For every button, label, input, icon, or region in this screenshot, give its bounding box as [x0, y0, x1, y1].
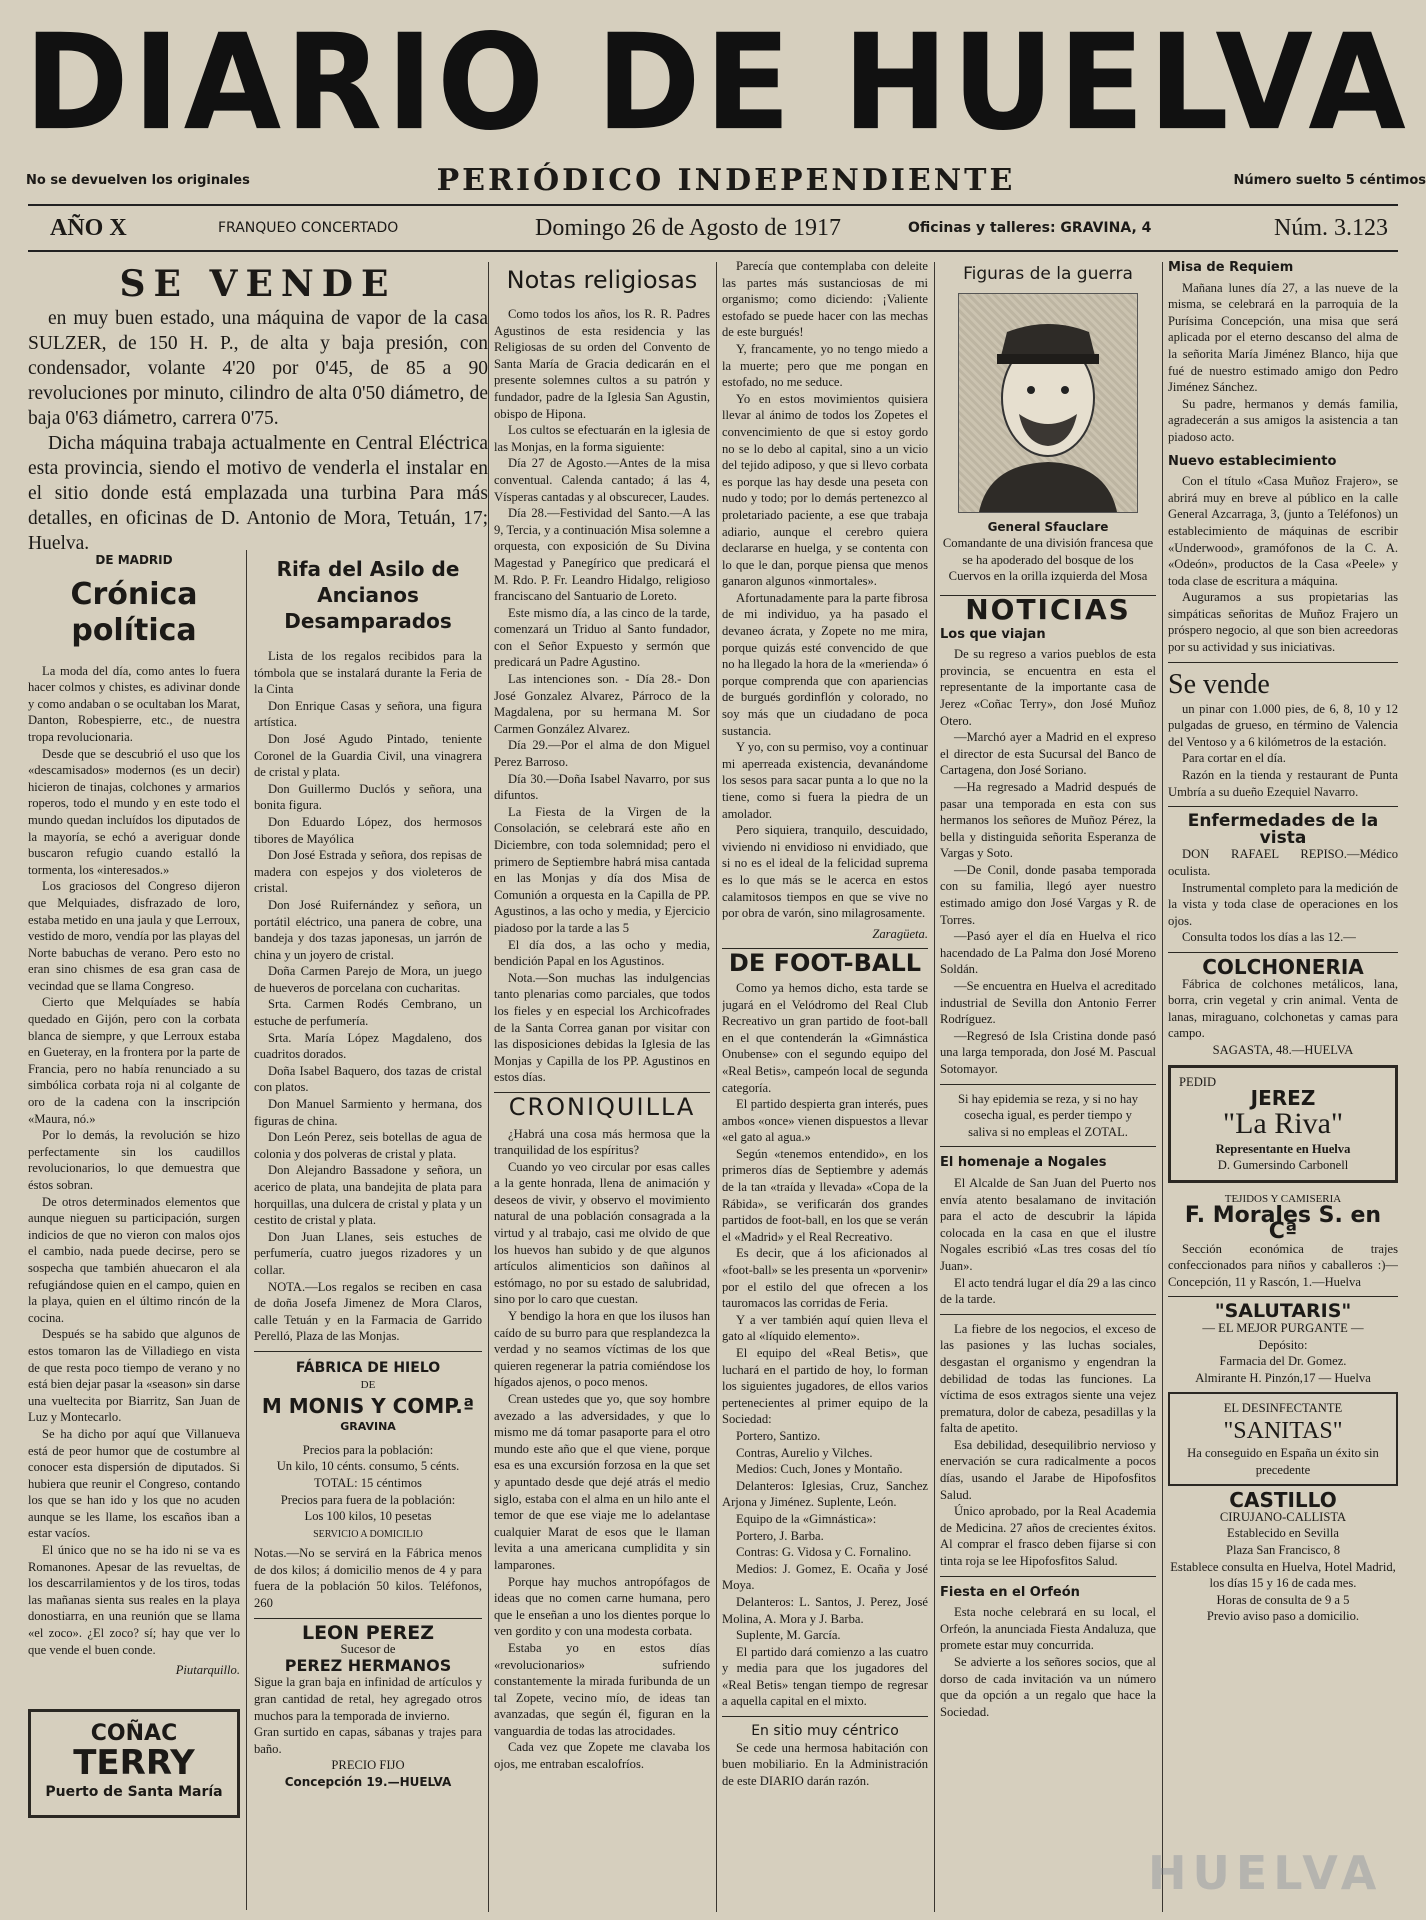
terry-line3: Puerto de Santa María	[45, 1784, 223, 1801]
football-paragraph: El equipo del «Real Betis», que luchará en el partido de hoy, lo forman los siguientes jugadores, de ellos varios pertenecientes al primer equipo de la Sociedad:	[722, 1346, 928, 1427]
croniquilla-paragraph: Estaba yo en estos días «revolucionarios» sufriendo constantemente la mirada furibunda de un tal Zopete, vecino mío, de ideas tan avanzadas, que según él, figuran en la vanguardia de todas las atrocidades.	[494, 1640, 710, 1738]
croniquilla-paragraph: Y bendigo la hora en que los ilusos han caído de su burro para que resplandezca la verdad y no seamos víctimas de los que quieren regenerar la patria comiéndose los hígados ajenos, o poco menos.	[494, 1309, 710, 1390]
leon-l2: Sucesor de	[340, 1642, 396, 1657]
figuras-caption-name: General Sfauclare	[987, 519, 1109, 534]
vista-l3: Consulta todos los días a las 12.—	[1182, 930, 1356, 945]
divider	[940, 1576, 1156, 1577]
column-rule	[716, 262, 717, 1912]
column-rule	[246, 550, 247, 1910]
castillo-sub: CIRUJANO-CALLISTA	[1219, 1509, 1347, 1524]
hielo-l2: DE	[360, 1378, 376, 1391]
cronica-signature: Piutarquillo.	[175, 1663, 240, 1678]
notas-paragraph: El día dos, a las ocho y media, bendición Papal en los Agustinos.	[494, 937, 710, 969]
cronica-column	[28, 550, 240, 1910]
issue-number: Núm. 3.123	[1274, 214, 1388, 241]
football-paragraph: Portero, Santizo.	[736, 1428, 821, 1443]
viajan-title: Los que viajan	[940, 626, 1046, 642]
rifa-paragraph: Don Juan Llanes, seis estuches de perfumería, cuatro juegos rizadores y un collar.	[254, 1229, 482, 1277]
rifa-paragraph: Don Manuel Sarmiento y hermana, dos figuras de china.	[254, 1097, 482, 1128]
cronica-paragraph: El único que no se ha ido ni se va es Romanones. Apesar de las revueltas, de los descarrilamientos y de los tiros, todas las mañanas sienta sus reales en la playa donostiarra, en una reunión que se llama «el zoco». ¿El zoco? sí; hay que ver lo que vende el buen conde.	[28, 1543, 240, 1657]
riva-person: D. Gumersindo Carbonell	[1217, 1158, 1349, 1173]
riva-ad	[1168, 1065, 1398, 1183]
rifa-paragraph: Don José Ruifernández y señora, un portátil eléctrico, una panera de cobre, una bandeja y dos tazas japonesas, un jarrón de china y un joyero de cristal.	[254, 897, 482, 962]
cronica-kicker: DE MADRID	[95, 553, 173, 567]
ads-column	[1168, 258, 1398, 1908]
divider	[1168, 806, 1398, 807]
hielo-l10: SERVICIO A DOMICILIO	[313, 1528, 423, 1540]
viajan-item: —Ha regresado a Madrid después de pasar una temporada en esta con sus hermanos los señores de Muñoz Pérez, la bella y distinguida señorita Esperanza de Vargas y Soto.	[940, 779, 1156, 861]
notas-paragraph: La Fiesta de la Virgen de la Consolación, se celebrará este año en Diciembre, con toda solemnidad; pero el primero de Septiembre habrá misa cantada en las Monjas y día dos Misa de Comunión a orquesta en la Capilla de PP. Agustinos, a las ocho y media, y Ejercicio piadoso por la tarde a las 5	[494, 804, 710, 935]
misa-item: Mañana lunes día 27, a las nueve de la misma, se celebrará en la parroquia de la Purísima Concepción, una misa que será aplicada por el eterno descanso del alma de la señorita María Jiménez Blanco, hija que fué de nuestro estimado amigo don Pedro Jiménez Sánchez.	[1168, 280, 1398, 395]
general-portrait	[958, 293, 1138, 513]
vende2-b: Para cortar en el día.	[1182, 751, 1286, 766]
football-paragraph: Medios: J. Gomez, E. Ocaña y José Moya.	[722, 1561, 928, 1593]
rifa-paragraph: Don Eduardo López, dos hermosos tibores de Mayólica	[254, 814, 482, 846]
subtitle-bar	[26, 160, 1426, 200]
hielo-l7: TOTAL: 15 céntimos	[314, 1475, 422, 1490]
salutaris-addr: Almirante H. Pinzón,17 — Huelva	[1195, 1370, 1371, 1385]
newspaper-title: DIARIO DE HUELVA	[24, 5, 1410, 160]
rifa-paragraph: Srta. Carmen Rodés Cembrano, un estuche de perfumería.	[254, 997, 482, 1029]
football-paragraph: Como ya hemos dicho, esta tarde se jugará en el Velódromo del Real Club Recreativo un gran partido de foot-ball en el que contenderán la «Gimnástica Onubense» con el segundo equipo del «Real Betis», campeón local de segunda categoría.	[722, 980, 928, 1095]
cronica-paragraph: Cierto que Melquíades se había quedado en Gijón, pero con la corbata blanca de siempre, y que Lerroux estaba en Gueteray, en la frontera por la parte de Francia, pero no había renunciado a su simbólica corbata roja ni al colgante de oro de la cadena con la inscripción «Maura, nó.»	[28, 995, 240, 1126]
morales-top: TEJIDOS Y CAMISERIA	[1224, 1192, 1342, 1205]
croniquilla-paragraph: Porque hay muchos antropófagos de ideas que no comen carne humana, pero que le enseñan a uno los dientes porque lo ven gordito y con una modesta corbata.	[494, 1574, 710, 1639]
rifa-paragraph: Don Guillermo Duclós y señora, una bonita figura.	[254, 781, 482, 813]
terry-line2: TERRY	[73, 1743, 195, 1784]
orfeon-title: Fiesta en el Orfeón	[940, 1584, 1080, 1600]
homenaje-item: El Alcalde de San Juan del Puerto nos envía atento besalamano de invitación para el acto de descubrir la lápida colocada en la casa en que el ilustre Nogales escribió «Las tres cosas del tío Juan».	[940, 1175, 1156, 1273]
hielo-l8: Precios para fuera de la población:	[280, 1492, 456, 1507]
misa-item: Su padre, hermanos y demás familia, agradecerán a sus amigos la asistencia a tan piadoso acto.	[1168, 396, 1398, 444]
football-paragraph: Delanteros: Iglesias, Cruz, Sanchez Arjona y Jiménez. Suplente, León.	[722, 1478, 928, 1510]
notas-paragraph: Nota.—Son muchas las indulgencias tanto plenarias como parciales, que todos los fieles y en especial los Archicofrades de la Santa Correa ganan por visitar con las disposiciones debidas la Iglesia de las Monjas y Capilla de los PP. Agustinos en estos días.	[494, 970, 710, 1085]
divider	[940, 1084, 1156, 1085]
misa-title: Misa de Requiem	[1168, 260, 1294, 275]
hielo-l1: FÁBRICA DE HIELO	[295, 1359, 441, 1376]
orfeon-item: Se advierte a los señores socios, que al dorso de cada invitación va un número que da opción a un regalo que hace la Sociedad.	[940, 1655, 1156, 1719]
divider	[940, 1314, 1156, 1315]
notas-paragraph: Como todos los años, los R. R. Padres Agustinos de esta residencia y las Religiosas de su orden del Convento de Santa María de Gracia dedicarán en el presente solemnes cultos a su patrón y fundador, padre de la Iglesia San Agustin, obispo de Hipona.	[494, 307, 710, 421]
sitio-body: Se cede una hermosa habitación con buen mobiliario. En la Administración de este DIARIO darán razón.	[722, 1740, 928, 1788]
noticias-title: NOTICIAS	[965, 592, 1131, 626]
football-title: DE FOOT-BALL	[728, 949, 922, 978]
divider	[1168, 952, 1398, 953]
leon-l5: Gran surtido en capas, sábanas y trajes para baño.	[254, 1725, 482, 1756]
rifa-paragraph: NOTA.—Los regalos se reciben en casa de doña Josefa Jimenez de Mora Claros, calle Tetuán y en la Farmacia de Garrido Perelló, Plaza de las Monjas.	[254, 1279, 482, 1344]
cronica-paragraph: Desde que se descubrió el uso que los «descamisados» modernos (es un decir) hicieron de tinajas, colchones y armarios roperos, todo el mundo y en este todo el mundo quedan incluídos los diputados de la mayoría, se echó a averiguar donde buscaron refugio cuando estalló la tormenta, los «interesados.»	[28, 746, 240, 877]
castillo-title: CASTILLO	[1229, 1488, 1337, 1513]
zotal-ad: Si hay epidemia se reza, y si no hay cosecha igual, es perder tiempo y saliva si no empleas el ZOTAL.	[957, 1091, 1139, 1139]
colch-body: Fábrica de colchones metálicos, lana, borra, crin vegetal y crin animal. Venta de lanas, miraguano, colchonetas y camas para campo.	[1168, 976, 1398, 1041]
croniquilla-paragraph: Yo en estos movimientos quisiera llevar al ánimo de todos los Zopetes el convencimiento de que si estoy gordo no se lo debo al capital, sino a un vicio del tejido adiposo, y que si llevo corbata es porque las hay desde una peseta con nudo y todo; por lo demás pertenezco al proletariado paciente, a ese que trabaja adiario, aunque el cerebro quiera declararse en huelga, y se contenta con lo que le dan, porque piensa que menos ganaron algunos «inmortales».	[722, 391, 928, 589]
colch-addr: SAGASTA, 48.—HUELVA	[1212, 1042, 1354, 1057]
column-rule	[1162, 262, 1163, 1912]
sanitas-l3: Ha conseguido en España un éxito sin precedente	[1187, 1446, 1379, 1477]
football-paragraph: Según «tenemos entendido», en los primeros días de Septiembre y además de la tan «traída y llevada» «Copa de la Rábida», se verificarán dos grandes partidos de foot-ball, en los que se verán el «Madrid» y el Real Recreativo.	[722, 1146, 928, 1244]
rifa-paragraph: Lista de los regalos recibidos para la tómbola que se instalará durante la Feria de la Cinta	[254, 649, 482, 697]
watermark-logo: HUELVA	[1148, 1846, 1383, 1900]
morales-body: Sección económica de trajes confeccionados para niños y caballeros :)— Concepción, 11 y Rascón, 1.—Huelva	[1168, 1241, 1398, 1289]
rifa-paragraph: Don León Perez, seis botellas de agua de colonia y dos polveras de cristal y plata.	[254, 1130, 482, 1161]
leon-ad	[254, 1621, 482, 1791]
croniquilla-paragraph: Cada vez que Zopete me clavaba los ojos, me entraban escalofríos.	[494, 1740, 710, 1772]
figuras-title: Figuras de la guerra	[963, 264, 1133, 284]
viajan-item: —Marchó ayer a Madrid en el expreso el director de esta Sucursal del Banco de Cartagena, don José Soriano.	[940, 730, 1156, 778]
cronica-paragraph: Por lo demás, la revolución se hizo perfectamente sin los caudillos revolucionarios, lo que demuestra que éstos sobran.	[28, 1128, 240, 1192]
year: AÑO X	[50, 214, 127, 241]
football-paragraph: Delanteros: L. Santos, J. Perez, José Molina, A. Mora y J. Barba.	[722, 1594, 928, 1626]
notas-paragraph: Este mismo día, a las cinco de la tarde, comenzará un Triduo al Santo fundador, con el Señor Expuesto y sermón que predicará un Padre Agustino.	[494, 605, 710, 670]
riva-rep: Representante en Huelva	[1215, 1141, 1351, 1156]
offices: Oficinas y talleres: GRAVINA, 4	[908, 220, 1152, 236]
notas-paragraph: Día 30.—Doña Isabel Navarro, por sus difuntos.	[494, 771, 710, 803]
nuevo-item: Auguramos a sus propietarias las simpáticas señoritas de Muñoz Frajero un próspero negocio, al que son bien acreedoras por su actividad y sus iniciativas.	[1168, 590, 1398, 655]
football-paragraph: Es decir, que á los aficionados al «foot-ball» se les presenta un «porvenir» por el estilo del que ofrecen a los tauromacos las corridas de Feria.	[722, 1246, 928, 1311]
castillo-line: Establecido en Sevilla	[1227, 1526, 1339, 1541]
castillo-line: Plaza San Francisco, 8	[1225, 1543, 1340, 1557]
rifa-paragraph: Don Enrique Casas y señora, una figura artística.	[254, 698, 482, 730]
notas-title: Notas religiosas	[506, 266, 698, 294]
divider	[940, 1146, 1156, 1147]
leon-l3: PEREZ HERMANOS	[284, 1655, 452, 1675]
notas-paragraph: Día 27 de Agosto.—Antes de la misa conventual. Calenda cantado; á las 4, Vísperas cantadas y al obscurecer, Laudes.	[494, 456, 710, 504]
divider	[254, 1351, 482, 1352]
dateline	[28, 204, 1398, 252]
football-paragraph: Y a ver también aquí quien lleva el gato al «líquido elemento».	[722, 1312, 928, 1344]
hielo-l5: Precios para la población:	[302, 1442, 434, 1457]
viajan-item: De su regreso a varios pueblos de esta provincia, se encuentra en esta el representante de la importante casa de Jerez «Coñac Terry», don José Muñoz Otero.	[940, 647, 1156, 728]
se-vende-p2: Dicha máquina trabaja actualmente en Central Eléctrica esta provincia, siendo el motivo de venderla el instalar en el sitio donde está emplazada una turbina Para más detalles, en oficinas de D. Antonio de Mora, Tetuán, 17; Huelva.	[28, 433, 488, 554]
hielo-l11: Notas.—No se servirá en la Fábrica menos de dos kilos; á domicilio menos de 4 y para fuera de la población 50 kilos. Teléfonos, 260	[254, 1546, 482, 1611]
se-vende-body	[28, 306, 488, 556]
sanitas-l1: EL DESINFECTANTE	[1223, 1401, 1343, 1416]
cronica-paragraph: La moda del día, como antes lo fuera hacer colmos y chistes, es adivinar donde y como andaban o se ocultaban los Marat, Danton, Robespierre, etc., de nuestra tropa revolucionaria.	[28, 663, 240, 744]
football-paragraph: El partido dará comienzo a las cuatro y media para que los jugadores del «Real Betis» tengan tiempo de regresar a aquella capital en el mixto.	[722, 1644, 928, 1709]
football-paragraph: Suplente, M. García.	[736, 1628, 841, 1643]
croniquilla-paragraph: Parecía que contemplaba con deleite las partes más sustanciosas de mi organismo; como diciendo: ¡Valiente estofado se puede hacer con las mechas de este burgués!	[722, 259, 928, 340]
leon-l1: LEON PEREZ	[301, 1621, 435, 1644]
fiebre-item: Esa debilidad, desequilibrio nervioso y enervación se cura radicalmente a pocos días, usando el Jarabe de Hipofosfitos Salud.	[940, 1437, 1156, 1502]
hielo-l3: M MONIS Y COMP.ª	[261, 1394, 475, 1419]
divider	[1168, 662, 1398, 663]
notas-paragraph: Día 29.—Por el alma de don Miguel Perez Barroso.	[494, 738, 710, 770]
hielo-l9: Los 100 kilos, 10 pesetas	[304, 1509, 432, 1524]
homenaje-title: El homenaje a Nogales	[940, 1155, 1107, 1171]
rifa-paragraph: Don Alejandro Bassadone y señora, un acerico de plata, una bandejita de plata para horquillas, una dulcera de cristal y plata y un cestito de cristal y plata.	[254, 1163, 482, 1228]
salutaris-sub: — EL MEJOR PURGANTE —	[1202, 1321, 1364, 1336]
divider	[254, 1618, 482, 1619]
notas-paragraph: Las intenciones son. - Día 28.- Don José Gonzalez Alvarez, Párroco de la Magdalena, por su hermana M. Sor Carmen González Alvarez.	[494, 672, 710, 736]
terry-line1: COÑAC	[90, 1720, 178, 1746]
portrait-illustration	[959, 294, 1137, 512]
colch-title: COLCHONERIA	[1202, 954, 1364, 979]
se-vende-title: SE VENDE	[119, 263, 397, 305]
homenaje-item: El acto tendrá lugar el día 29 a las cinco de la tarde.	[940, 1275, 1156, 1307]
croniquilla-paragraph: Pero siquiera, tranquilo, descuidado, viviendo ni envidioso ni envidiado, que si no es el ideal de la felicidad suprema es lo que más se le acerca en estos calamitosos tiempos en que se vive no por obra de varón, sino milagrosamente.	[722, 823, 928, 921]
divider	[722, 1716, 928, 1717]
sitio-title: En sitio muy céntrico	[751, 1723, 899, 1740]
cronica-paragraph: Los graciosos del Congreso dijeron que Melquiades, disfrazado de loro, estaba metido en una jaula y que Lerroux, vestido de moro, vendía por las playas del Norte babuchas de verano. Pero esto no eran sino chismes de esa gran casa de vecindad que se llama Congreso.	[28, 879, 240, 993]
football-paragraph: El partido despierta gran interés, pues ambos «once» vienen dispuestos a llevar «el gato al agua.»	[722, 1097, 928, 1145]
croniquilla-paragraph: Afortunadamente para la parte fibrosa de mi individuo, ya ha pasado el devaneo ácrata, y Zopete no me mira, porque quizás esté convencido de que no ha llegado la hora de la «merienda» ó porque comprenda que con apariencias de burgués gordinflón y colorado, no soy más que un ciudadano de poca sustancia.	[722, 590, 928, 738]
rifa-paragraph: Doña Carmen Parejo de Mora, un juego de hueveros de porcelana con cucharitas.	[254, 964, 482, 995]
sanitas-l2: "SANITAS"	[1223, 1418, 1343, 1445]
rifa-title: Rifa del Asilo de Ancianos Desamparados	[276, 557, 460, 633]
salutaris-title: "SALUTARIS"	[1214, 1300, 1352, 1323]
vende2-body: un pinar con 1.000 pies, de 6, 8, 10 y 12 pulgadas de grueso, en término de Valencia del Ventoso y a 6 kilómetros de la estación.	[1168, 701, 1398, 749]
fiebre-item: Único aprobado, por la Real Academia de Medicina. 27 años de crecientes éxitos. Al comprar el frasco deben fijarse si con tinta roja se lee Hipofosfitos Salud.	[940, 1504, 1156, 1569]
football-paragraph: Portero, J. Barba.	[736, 1528, 824, 1543]
viajan-item: —De Conil, donde pasaba temporada con su familia, llegó ayer nuestro estimado amigo don José Vargas y R. de Torres.	[940, 862, 1156, 927]
leon-l4: Sigue la gran baja en infinidad de artículos y gran cantidad de retal, hey agregado otros muchos para la temporada de invierno.	[254, 1675, 482, 1723]
castillo-line: Horas de consulta de 9 a 5	[1216, 1592, 1350, 1607]
rifa-paragraph: Doña Isabel Baquero, dos tazas de cristal con platos.	[254, 1063, 482, 1095]
nuevo-item: Con el título «Casa Muñoz Frajero», se abrirá muy en breve al público en la calle General Azcarraga, 3, (junto a Teléfonos) un establecimiento de máquinas de escribir «Underwood», gramófonos de la C. A. «Odeón», productos de la Casa «Peele» y toda clase de escritura a máquina.	[1168, 474, 1398, 588]
vista-title: Enfermedades de la vista	[1187, 811, 1379, 848]
rifa-paragraph: Don José Agudo Pintado, teniente Coronel de la Guardia Civil, una vinagrera de cristal y plata.	[254, 731, 482, 780]
notas-column	[494, 258, 710, 1908]
croniquilla-title: CRONIQUILLA	[508, 1092, 696, 1121]
rifa-paragraph: Srta. María López Magdaleno, dos cuadritos dorados.	[254, 1030, 482, 1062]
hielo-l6: Un kilo, 10 cénts. consumo, 5 cénts.	[276, 1459, 460, 1474]
vista-l2: Instrumental completo para la medición de la vista y toda clase de operaciones en los ojos.	[1168, 880, 1398, 928]
castillo-line: Previo aviso paso a domicilio.	[1206, 1609, 1360, 1624]
viajan-item: —Pasó ayer el día en Huelva el rico hacendado de La Palma don José Moreno Soldán.	[940, 929, 1156, 977]
hielo-l4: GRAVINA	[340, 1420, 396, 1434]
cronica-paragraph: Se ha dicho por aquí que Villanueva está de peor humor que de costumbre al conocer esta dispersión de diputados. Si hubiera que reunir el Congreso, contando los que se han ido y los que no acuden aunque se les llame, los escaños iban a estar vacíos.	[28, 1426, 240, 1541]
cronica-paragraph: Después se ha sabido que algunos de estos tomaron las de Villadiego en vista de que resta poco tiempo de verano y no está bien dejar pasar la «season» sin darse una vueltecita por Biarritz, San Juan de Luz y Montecarlo.	[28, 1327, 240, 1425]
masthead	[22, 5, 1412, 160]
leon-l6: PRECIO FIJO	[331, 1758, 405, 1773]
right-note: Número suelto 5 céntimos	[1233, 172, 1426, 188]
hielo-ad	[254, 1360, 482, 1612]
football-paragraph: Contras: G. Vidosa y C. Fornalino.	[736, 1545, 912, 1560]
croniquilla-paragraph: Cuando yo veo circular por esas calles a la gente honrada, llena de animación y deseos de vivir, y observo el movimiento natural de una población consagrada a la virtud y al trabajo, casi me olvido de que los huevos han subido y de que algunos artículos alimenticios son dañinos al estómago, no por su estado de salubridad, sino por lo caro que cuestan.	[494, 1159, 710, 1307]
newspaper-subtitle: PERIÓDICO INDEPENDIENTE	[436, 162, 1016, 198]
castillo-line: Establece consulta en Huelva, Hotel Madrid, los días 15 y 16 de cada mes.	[1170, 1559, 1396, 1591]
se-vende-p1: en muy buen estado, una máquina de vapor de la casa SULZER, de 150 H. P., de alta y baja presión, con condensador, volante 4'20 por 0'45, de 85 a 90 revoluciones por minuto, cilindro de alta 0'50 diámetro, de baja 0'63 diámetro, carrera 0'75.	[28, 308, 488, 429]
column-rule	[934, 262, 935, 1912]
vista-l1: DON RAFAEL REPISO.—Médico oculista.	[1168, 847, 1398, 878]
riva-pedid: PEDID	[1179, 1074, 1217, 1089]
noticias-column	[940, 258, 1156, 1908]
notas-paragraph: Día 28.—Festividad del Santo.—A las 9, Tercia, y a continuación Misa solemne a orquesta, con exposición de Su Divina Magestad y Panegírico que predicará el M. Rdo. P. Fr. Leandro Hidalgo, religioso franciscano del Santuario de Loreto.	[494, 506, 710, 604]
vende2-title: Se vende	[1168, 668, 1270, 700]
left-note: No se devuelven los originales	[26, 172, 250, 188]
croniquilla-signature: Zaragüeta.	[872, 926, 928, 941]
figuras-caption: Comandante de una división francesa que se ha apoderado del bosque de los Cuervos en la orilla izquierda del Mosa	[942, 536, 1154, 584]
orfeon-item: Esta noche celebrará en su local, el Orfeón, la anunciada Fiesta Andaluza, que promete estar muy concurrida.	[940, 1605, 1156, 1653]
viajan-item: —Regresó de Isla Cristina donde pasó una larga temporada, don José M. Pascual Sotomayor.	[940, 1028, 1156, 1076]
cronica-paragraph: De otros determinados elementos que aunque nieguen su participación, surgen indicios de que no vieron con malos ojos el cambio, nada puede decirse, pero se sospecha que también ahuecaron el ala refugiándose quien en el campo, quien en la playa, quien en el último rincón de la cocina.	[28, 1194, 240, 1325]
rifa-paragraph: Don José Estrada y señora, dos repisas de madera con espejos y dos violeteros de cristal.	[254, 848, 482, 896]
riva-name: "La Riva"	[1222, 1106, 1344, 1140]
vende2-c: Razón en la tienda y restaurant de Punta Umbría a su dueño Ezequiel Navarro.	[1168, 768, 1398, 799]
se-vende-ad	[28, 262, 488, 556]
croniquilla-paragraph: Y yo, con su permiso, voy a continuar mi aperreada existencia, devanándome los sesos para sacar punta a lo que no la tiene, como si fuera la piedra de un amolador.	[722, 740, 928, 821]
football-paragraph: Medios: Cuch, Jones y Montaño.	[736, 1462, 903, 1477]
issue-date: Domingo 26 de Agosto de 1917	[535, 214, 841, 241]
notas-paragraph: Los cultos se efectuarán en la iglesia de las Monjas, en la forma siguiente:	[494, 423, 710, 454]
sanitas-ad	[1168, 1392, 1398, 1486]
salutaris-far: Farmacia del Dr. Gomez.	[1219, 1354, 1347, 1369]
nuevo-title: Nuevo establecimiento	[1168, 453, 1337, 469]
morales-name: F. Morales S. en Cª	[1184, 1202, 1382, 1245]
franqueo: FRANQUEO CONCERTADO	[218, 220, 399, 236]
croniquilla-paragraph: Crean ustedes que yo, que soy hombre avezado a las adversidades, y que lo mismo me dá tomar pasaporte para el otro mundo este año que el que viene, porque esa es una excursión forzosa en la que set y apuntado desde que dejé atrás el medio siglo, estaba con el alma en un hilo ante el temor de que ese viaje me lo adelantase cualquier Marat de esos que le llaman levita a una americana cumplidita y sin lamparones.	[494, 1392, 710, 1572]
football-paragraph: Contras, Aurelio y Vilches.	[736, 1445, 873, 1460]
football-column	[722, 258, 928, 1908]
croniquilla-paragraph: Y, francamente, yo no tengo miedo a la muerte; pero que me pongan en estofado, no me seduce.	[722, 341, 928, 390]
divider	[1168, 1296, 1398, 1297]
fiebre-item: La fiebre de los negocios, el exceso de las pasiones y las luchas sociales, desgastan el organismo y engendran la debilidad de todas las funciones. La víctima de esos extragos siente una vejez prematura, dolor de cabeza, pesadillas y la falta de apetito.	[940, 1321, 1156, 1436]
column-rule	[488, 262, 489, 1912]
croniquilla-paragraph: ¿Habrá una cosa más hermosa que la tranquilidad de los espíritus?	[494, 1126, 710, 1158]
rifa-column	[254, 550, 482, 1910]
terry-ad	[28, 1709, 240, 1818]
leon-l7: Concepción 19.—HUELVA	[284, 1775, 452, 1789]
viajan-item: —Se encuentra en Huelva el acreditado industrial de Sevilla don Antonio Ferrer Rodríguez.	[940, 979, 1156, 1027]
football-paragraph: Equipo de la «Gimnástica»:	[736, 1511, 877, 1526]
salutaris-dep: Depósito:	[1258, 1337, 1308, 1352]
cronica-title: Crónica política	[70, 576, 198, 648]
riva-jerez: JEREZ	[1250, 1086, 1316, 1111]
